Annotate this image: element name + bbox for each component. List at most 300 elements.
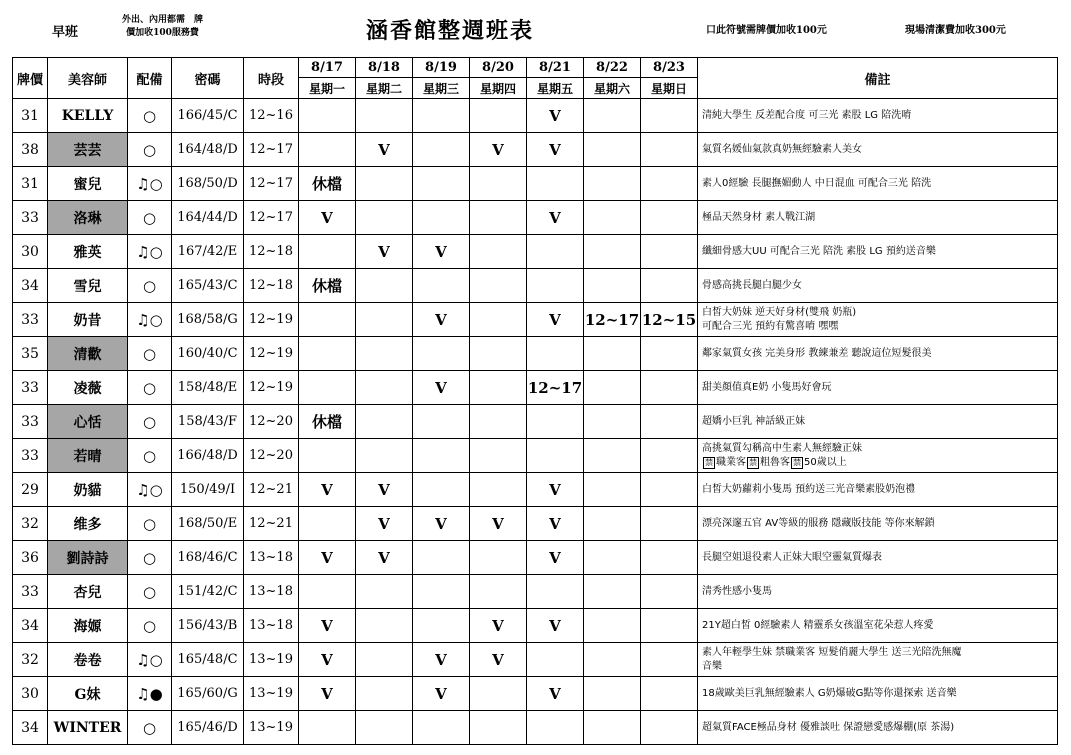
stylist-name: G妹: [48, 677, 128, 711]
price-cell: 31: [13, 99, 48, 133]
notes-line: 長腿空姐退役素人正妹大眼空靈氣質爆表: [702, 551, 882, 563]
day-cell: V: [413, 507, 470, 541]
table-row: [13, 99, 1058, 133]
equipment-cell: ○: [128, 711, 172, 745]
schedule-body: [13, 99, 1058, 745]
notes-line: 清秀性感小隻馬: [702, 585, 772, 597]
day-cell: 12~15: [641, 303, 698, 337]
day-cell: [299, 235, 356, 269]
day-cell: [641, 371, 698, 405]
notes-cell: [698, 575, 1058, 609]
ban-label: 職業客: [716, 456, 746, 468]
day-cell: V: [527, 541, 584, 575]
equipment-cell: ○: [128, 541, 172, 575]
day-cell: [413, 201, 470, 235]
stylist-name: 劉詩詩: [48, 541, 128, 575]
stylist-name: 蜜兒: [48, 167, 128, 201]
day-cell: V: [527, 507, 584, 541]
day-cell: [584, 575, 641, 609]
shift-label: 早班: [52, 25, 79, 40]
day-cell: [470, 303, 527, 337]
table-row: [13, 507, 1058, 541]
stylist-name: WINTER: [48, 711, 128, 745]
stylist-name: 维多: [48, 507, 128, 541]
time-slot-cell: 12~17: [244, 167, 299, 201]
time-slot-cell: 13~19: [244, 711, 299, 745]
notes-cell: [698, 609, 1058, 643]
day-cell: [584, 677, 641, 711]
notes-cell: [698, 167, 1058, 201]
day-cell: [356, 405, 413, 439]
day-cell: [584, 473, 641, 507]
day-cell: [584, 507, 641, 541]
day-cell: [413, 167, 470, 201]
day-cell: 休檔: [299, 269, 356, 303]
day-cell: [470, 473, 527, 507]
day-cell: V: [527, 303, 584, 337]
day-cell: [641, 99, 698, 133]
code-cell: 166/48/D: [172, 439, 244, 473]
day-cell: [470, 201, 527, 235]
notes-line: 極品天然身材 素人戰江湖: [702, 211, 816, 223]
date-header: 8/18: [356, 58, 413, 78]
day-cell: [299, 711, 356, 745]
service-fee-note-line1: 外出、內用都需 牌: [122, 15, 204, 25]
day-cell: [584, 337, 641, 371]
time-slot-cell: 12~21: [244, 473, 299, 507]
day-cell: V: [527, 133, 584, 167]
code-cell: 164/44/D: [172, 201, 244, 235]
notes-line: 清純大學生 反差配合度 可三光 素股 LG 陪洗唷: [702, 109, 912, 121]
day-cell: [470, 235, 527, 269]
day-cell: [413, 473, 470, 507]
day-cell: [641, 201, 698, 235]
day-cell: [299, 371, 356, 405]
day-cell: V: [527, 677, 584, 711]
day-cell: [584, 133, 641, 167]
schedule-table: [12, 57, 1058, 745]
table-row: [13, 167, 1058, 201]
day-cell: [641, 643, 698, 677]
code-cell: 165/48/C: [172, 643, 244, 677]
code-cell: 150/49/I: [172, 473, 244, 507]
day-cell: V: [413, 677, 470, 711]
day-cell: [527, 575, 584, 609]
col-header-notes: 備註: [698, 58, 1058, 99]
day-cell: [584, 643, 641, 677]
day-cell: [299, 303, 356, 337]
day-cell: [584, 609, 641, 643]
day-cell: 休檔: [299, 167, 356, 201]
code-cell: 168/46/C: [172, 541, 244, 575]
col-header-stylist: 美容師: [48, 58, 128, 99]
day-cell: [584, 711, 641, 745]
day-cell: V: [527, 609, 584, 643]
equipment-cell: ○: [128, 371, 172, 405]
day-cell: V: [299, 541, 356, 575]
notes-line: 高挑氣質勾稱高中生素人無經驗正妹: [702, 442, 862, 454]
day-cell: [413, 711, 470, 745]
time-slot-cell: 13~18: [244, 609, 299, 643]
day-cell: V: [356, 235, 413, 269]
day-cell: [356, 439, 413, 473]
time-slot-cell: 12~19: [244, 303, 299, 337]
day-cell: [641, 269, 698, 303]
time-slot-cell: 12~20: [244, 439, 299, 473]
table-row: [13, 677, 1058, 711]
equipment-cell: ○: [128, 439, 172, 473]
day-cell: [470, 575, 527, 609]
day-cell: V: [356, 133, 413, 167]
stylist-name: 凌薇: [48, 371, 128, 405]
day-cell: [470, 711, 527, 745]
price-cell: 38: [13, 133, 48, 167]
stylist-name: 清歡: [48, 337, 128, 371]
day-cell: V: [413, 371, 470, 405]
table-row: [13, 473, 1058, 507]
notes-line: 素人年輕學生妹 禁職業客 短髮俏麗大學生 送三光陪洗無魔: [702, 646, 962, 658]
day-cell: [584, 201, 641, 235]
notes-cell: [698, 507, 1058, 541]
date-header: 8/22: [584, 58, 641, 78]
table-row: [13, 575, 1058, 609]
notes-line: 21Y超白皙 0經驗素人 精靈系女孩溫室花朵惹人疼愛: [702, 619, 934, 631]
day-cell: [299, 337, 356, 371]
code-cell: 168/50/E: [172, 507, 244, 541]
day-cell: [470, 405, 527, 439]
notes-cell: [698, 439, 1058, 473]
price-cell: 29: [13, 473, 48, 507]
day-cell: [527, 405, 584, 439]
price-cell: 33: [13, 201, 48, 235]
price-cell: 30: [13, 235, 48, 269]
time-slot-cell: 12~18: [244, 235, 299, 269]
price-cell: 36: [13, 541, 48, 575]
day-cell: [527, 439, 584, 473]
service-fee-note-line2: 價加收100服務費: [126, 28, 199, 38]
day-cell: [470, 269, 527, 303]
day-cell: [413, 609, 470, 643]
day-cell: [470, 541, 527, 575]
equipment-cell: ♫○: [128, 303, 172, 337]
day-cell: [584, 99, 641, 133]
price-cell: 34: [13, 711, 48, 745]
date-header: 8/21: [527, 58, 584, 78]
stylist-name: KELLY: [48, 99, 128, 133]
col-header-equip: 配備: [128, 58, 172, 99]
code-cell: 160/40/C: [172, 337, 244, 371]
equipment-cell: ○: [128, 575, 172, 609]
equipment-cell: ○: [128, 405, 172, 439]
day-cell: [641, 337, 698, 371]
ban-badge: 禁: [705, 457, 713, 467]
notes-cell: [698, 235, 1058, 269]
table-row: [13, 337, 1058, 371]
stylist-name: 卷卷: [48, 643, 128, 677]
table-row: [13, 303, 1058, 337]
price-cell: 33: [13, 303, 48, 337]
day-cell: [356, 677, 413, 711]
day-cell: [584, 371, 641, 405]
notes-line: 超嬌小巨乳 神話級正妹: [702, 415, 806, 427]
stylist-name: 心恬: [48, 405, 128, 439]
notes-cell: [698, 269, 1058, 303]
day-cell: [641, 507, 698, 541]
equipment-cell: ♫○: [128, 167, 172, 201]
day-cell: V: [413, 235, 470, 269]
notes-line: 白皙大奶妹 逆天好身材(雙飛 奶瓶): [702, 306, 857, 318]
table-row: [13, 371, 1058, 405]
day-cell: [356, 303, 413, 337]
price-cell: 32: [13, 507, 48, 541]
code-cell: 168/50/D: [172, 167, 244, 201]
day-cell: V: [299, 643, 356, 677]
ban-label: 50歲以上: [804, 456, 847, 468]
ban-badge: 禁: [749, 457, 757, 467]
day-cell: [413, 405, 470, 439]
stylist-name: 若晴: [48, 439, 128, 473]
day-cell: V: [527, 99, 584, 133]
day-cell: [299, 507, 356, 541]
code-cell: 167/42/E: [172, 235, 244, 269]
day-cell: [584, 235, 641, 269]
day-cell: 12~17: [527, 371, 584, 405]
equipment-cell: ♫●: [128, 677, 172, 711]
restriction-line: [702, 456, 1057, 470]
day-cell: [584, 439, 641, 473]
day-cell: [356, 337, 413, 371]
weekday-header: 星期一: [299, 78, 356, 99]
notes-cell: [698, 677, 1058, 711]
day-cell: [356, 575, 413, 609]
notes-line: 18歲歐美巨乳無經驗素人 G奶爆破G點等你還探索 送音樂: [702, 687, 957, 699]
time-slot-cell: 13~18: [244, 541, 299, 575]
time-slot-cell: 12~21: [244, 507, 299, 541]
day-cell: [356, 269, 413, 303]
equipment-cell: ○: [128, 337, 172, 371]
day-cell: V: [356, 541, 413, 575]
day-cell: [641, 677, 698, 711]
day-cell: [470, 167, 527, 201]
stylist-name: 雪兒: [48, 269, 128, 303]
surcharge-note: 口此符號需牌價加收100元: [706, 25, 827, 36]
equipment-cell: ○: [128, 269, 172, 303]
code-cell: 165/60/G: [172, 677, 244, 711]
equipment-cell: ♫○: [128, 235, 172, 269]
day-cell: [413, 439, 470, 473]
day-cell: V: [470, 643, 527, 677]
stylist-name: 奶昔: [48, 303, 128, 337]
day-cell: V: [356, 507, 413, 541]
day-cell: [584, 541, 641, 575]
date-header: 8/17: [299, 58, 356, 78]
day-cell: V: [413, 643, 470, 677]
day-cell: [470, 337, 527, 371]
day-cell: [641, 439, 698, 473]
equipment-cell: ○: [128, 133, 172, 167]
time-slot-cell: 12~19: [244, 371, 299, 405]
price-cell: 33: [13, 439, 48, 473]
price-cell: 31: [13, 167, 48, 201]
code-cell: 151/42/C: [172, 575, 244, 609]
code-cell: 158/48/E: [172, 371, 244, 405]
day-cell: [356, 99, 413, 133]
col-header-price: 牌價: [13, 58, 48, 99]
table-row: [13, 269, 1058, 303]
code-cell: 158/43/F: [172, 405, 244, 439]
notes-line: 氣質名媛仙氣款真奶無經驗素人美女: [702, 143, 862, 155]
time-slot-cell: 12~17: [244, 133, 299, 167]
day-cell: V: [470, 133, 527, 167]
day-cell: [584, 405, 641, 439]
day-cell: [356, 371, 413, 405]
day-cell: [641, 575, 698, 609]
notes-line: 漂亮深邃五官 AV等級的服務 隱藏版技能 等你來解鎖: [702, 517, 935, 529]
time-slot-cell: 13~19: [244, 643, 299, 677]
date-header: 8/23: [641, 58, 698, 78]
equipment-cell: ○: [128, 609, 172, 643]
notes-line: 鄰家氣質女孩 完美身形 教練兼差 聽說這位短髮很美: [702, 347, 932, 359]
time-slot-cell: 13~18: [244, 575, 299, 609]
notes-line: 骨感高挑長腿白腿少女: [702, 279, 802, 291]
price-cell: 32: [13, 643, 48, 677]
equipment-cell: ○: [128, 201, 172, 235]
price-cell: 33: [13, 405, 48, 439]
day-cell: V: [470, 507, 527, 541]
day-cell: V: [299, 677, 356, 711]
table-row: [13, 439, 1058, 473]
time-slot-cell: 12~20: [244, 405, 299, 439]
notes-line: 超氣質FACE極品身材 優雅談吐 保證戀愛感爆棚(原 茶湯): [702, 721, 955, 733]
table-row: [13, 133, 1058, 167]
day-cell: [641, 711, 698, 745]
weekday-header: 星期三: [413, 78, 470, 99]
day-cell: V: [413, 303, 470, 337]
price-cell: 33: [13, 371, 48, 405]
notes-line: 白皙大奶蘿莉小隻馬 預約送三光音樂素股奶泡禮: [702, 483, 916, 495]
notes-cell: [698, 371, 1058, 405]
code-cell: 166/45/C: [172, 99, 244, 133]
notes-cell: [698, 541, 1058, 575]
day-cell: 休檔: [299, 405, 356, 439]
price-cell: 34: [13, 609, 48, 643]
table-row: [13, 609, 1058, 643]
date-header: 8/19: [413, 58, 470, 78]
weekday-header: 星期日: [641, 78, 698, 99]
notes-cell: [698, 405, 1058, 439]
stylist-name: 洛琳: [48, 201, 128, 235]
day-cell: [527, 337, 584, 371]
price-cell: 33: [13, 575, 48, 609]
day-cell: [584, 269, 641, 303]
notes-line: 音樂: [702, 660, 722, 672]
stylist-name: 海嫄: [48, 609, 128, 643]
page-title: 涵香館整週班表: [365, 18, 534, 44]
equipment-cell: ○: [128, 507, 172, 541]
equipment-cell: ♫○: [128, 643, 172, 677]
cleaning-fee-note: 現場清潔費加收300元: [905, 25, 1006, 36]
code-cell: 156/43/B: [172, 609, 244, 643]
price-cell: 35: [13, 337, 48, 371]
table-row: [13, 541, 1058, 575]
stylist-name: 芸芸: [48, 133, 128, 167]
notes-cell: [698, 711, 1058, 745]
day-cell: V: [470, 609, 527, 643]
code-cell: 165/46/D: [172, 711, 244, 745]
day-cell: [527, 235, 584, 269]
time-slot-cell: 12~18: [244, 269, 299, 303]
day-cell: [527, 269, 584, 303]
equipment-cell: ○: [128, 99, 172, 133]
day-cell: [356, 201, 413, 235]
date-header: 8/20: [470, 58, 527, 78]
day-cell: [413, 269, 470, 303]
time-slot-cell: 12~17: [244, 201, 299, 235]
day-cell: [356, 167, 413, 201]
day-cell: [356, 609, 413, 643]
day-cell: [356, 643, 413, 677]
day-cell: [641, 167, 698, 201]
day-cell: [527, 167, 584, 201]
page-header: [0, 0, 1071, 58]
weekday-header: 星期四: [470, 78, 527, 99]
col-header-code: 密碼: [172, 58, 244, 99]
price-cell: 34: [13, 269, 48, 303]
ban-badge: 禁: [793, 457, 801, 467]
day-cell: [299, 133, 356, 167]
notes-cell: [698, 201, 1058, 235]
day-cell: [641, 235, 698, 269]
price-cell: 30: [13, 677, 48, 711]
day-cell: [413, 99, 470, 133]
day-cell: [413, 575, 470, 609]
equipment-cell: ♫○: [128, 473, 172, 507]
weekday-header: 星期六: [584, 78, 641, 99]
day-cell: [413, 133, 470, 167]
notes-cell: [698, 303, 1058, 337]
notes-line: 纖細骨感大UU 可配合三光 陪洗 素股 LG 預約送音樂: [702, 245, 936, 257]
day-cell: [641, 473, 698, 507]
stylist-name: 雅英: [48, 235, 128, 269]
notes-line: 甜美顏值真E奶 小隻馬好會玩: [702, 381, 832, 393]
day-cell: [413, 337, 470, 371]
day-cell: [299, 439, 356, 473]
weekday-header: 星期五: [527, 78, 584, 99]
notes-cell: [698, 473, 1058, 507]
notes-line: 素人0經驗 長腿撫媚動人 中日混血 可配合三光 陪洗: [702, 177, 932, 189]
day-cell: [470, 439, 527, 473]
table-row: [13, 201, 1058, 235]
table-row: [13, 405, 1058, 439]
day-cell: [299, 99, 356, 133]
day-cell: [470, 677, 527, 711]
day-cell: [641, 133, 698, 167]
day-cell: 12~17: [584, 303, 641, 337]
day-cell: [413, 541, 470, 575]
day-cell: [584, 167, 641, 201]
notes-cell: [698, 643, 1058, 677]
day-cell: V: [527, 201, 584, 235]
notes-cell: [698, 337, 1058, 371]
day-cell: [470, 99, 527, 133]
notes-line: 可配合三光 預約有驚喜唷 嘿嘿: [702, 320, 839, 332]
time-slot-cell: 12~19: [244, 337, 299, 371]
time-slot-cell: 13~19: [244, 677, 299, 711]
code-cell: 164/48/D: [172, 133, 244, 167]
notes-cell: [698, 99, 1058, 133]
table-row: [13, 235, 1058, 269]
table-row: [13, 711, 1058, 745]
